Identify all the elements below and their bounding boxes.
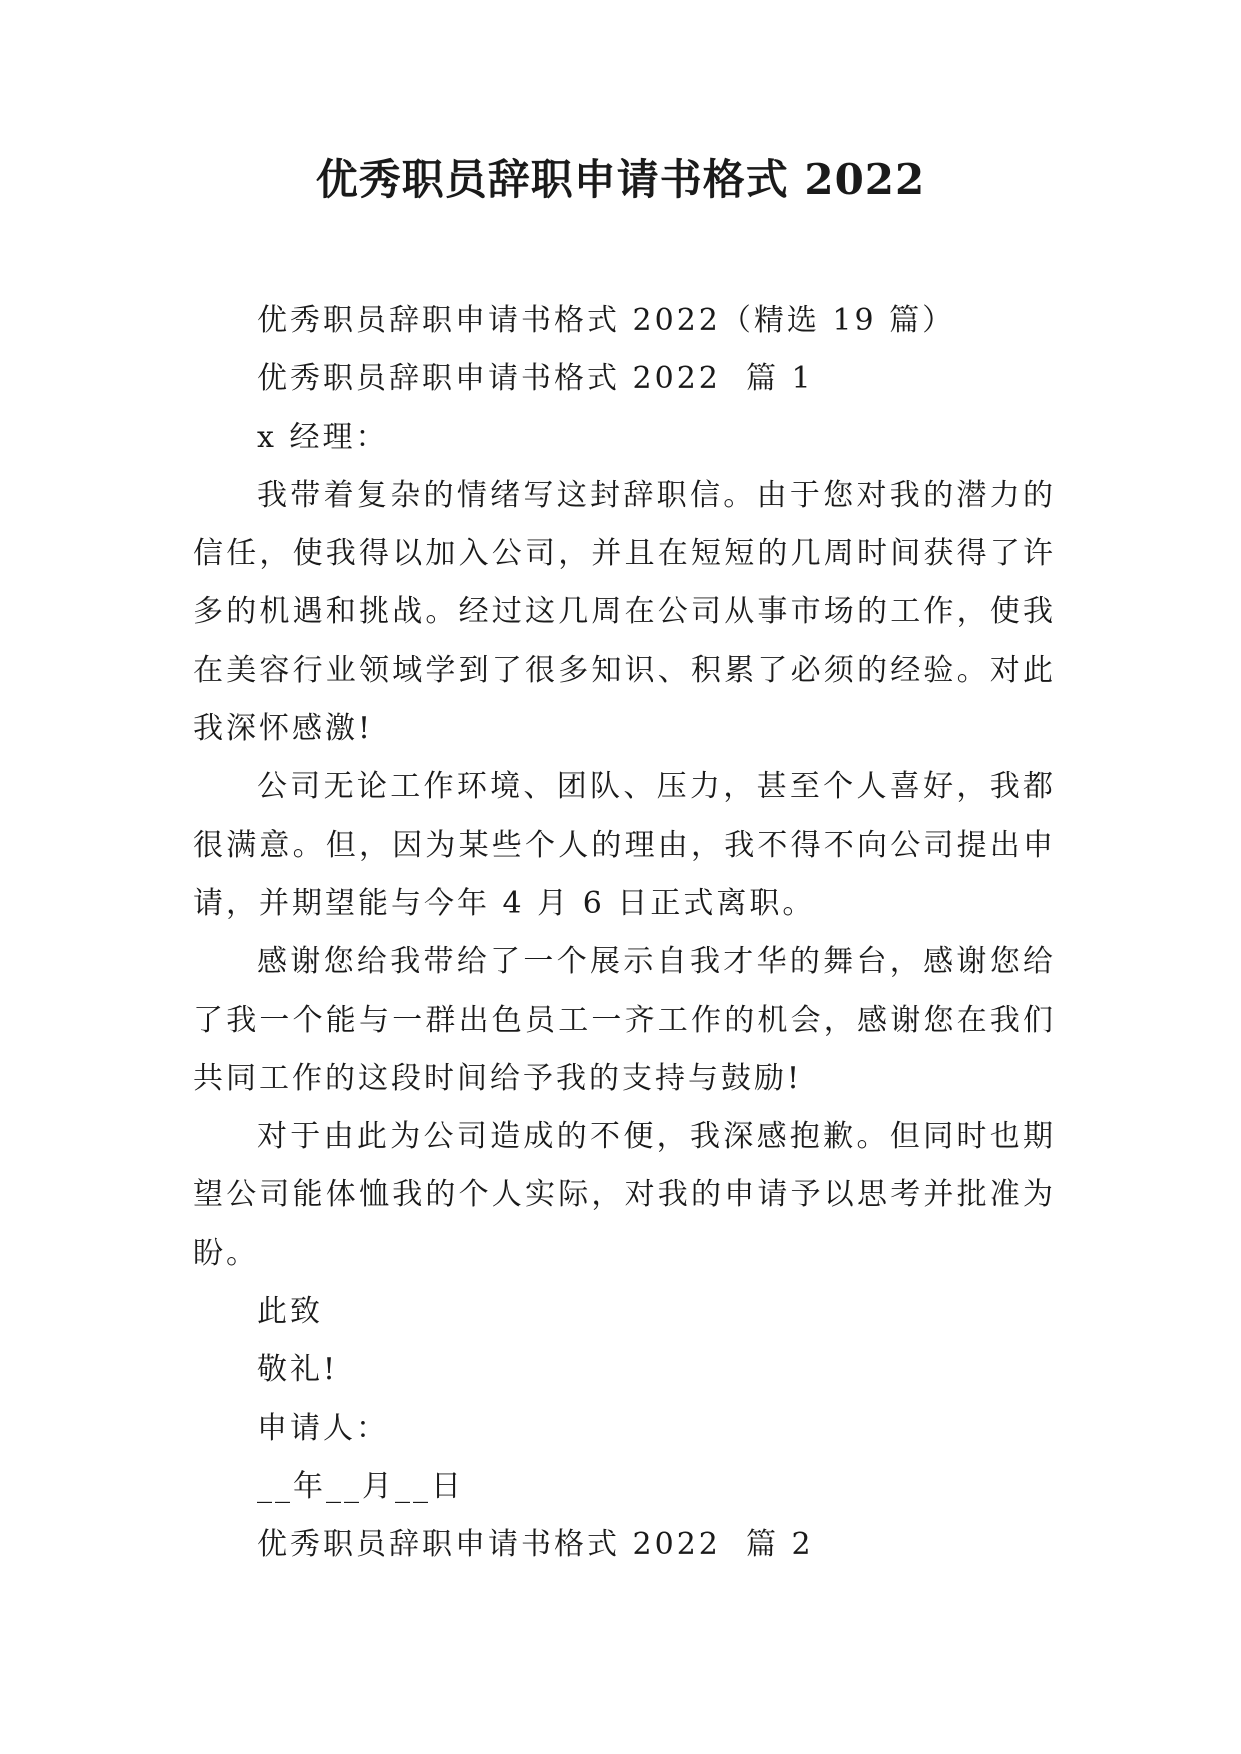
section-heading-2: 优秀职员辞职申请书格式 2022 篇 2 xyxy=(257,1527,814,1563)
document-body xyxy=(193,292,1056,1575)
applicant-label: 申请人： xyxy=(257,1410,389,1446)
paragraph-3-line-1: 感谢您给我带给了一个展示自我才华的舞台，感谢您给 xyxy=(257,944,1056,980)
paragraph-4-line-3: 盼。 xyxy=(193,1235,259,1271)
closing-line-2: 敬礼! xyxy=(257,1352,339,1388)
paragraph-2-line-3: 请，并期望能与今年 4 月 6 日正式离职。 xyxy=(193,885,816,921)
date-line: __年__月__日 xyxy=(257,1468,464,1504)
document-title: 优秀职员辞职申请书格式 2022 xyxy=(315,155,926,204)
paragraph-3-line-2: 了我一个能与一群出色员工一齐工作的机会，感谢您在我们 xyxy=(193,1002,1056,1038)
salutation: x 经理： xyxy=(257,419,389,455)
intro-line: 优秀职员辞职申请书格式 2022（精选 19 篇） xyxy=(257,303,956,338)
paragraph-4-line-1: 对于由此为公司造成的不便，我深感抱歉。但同时也期 xyxy=(257,1119,1056,1155)
paragraph-1-line-5: 我深怀感激! xyxy=(193,711,374,747)
paragraph-1-line-2: 信任，使我得以加入公司，并且在短短的几周时间获得了许 xyxy=(193,536,1056,572)
paragraph-2-line-1: 公司无论工作环境、团队、压力，甚至个人喜好，我都 xyxy=(257,769,1056,805)
closing-line-1: 此致 xyxy=(257,1294,323,1330)
paragraph-3-line-3: 共同工作的这段时间给予我的支持与鼓励! xyxy=(193,1060,803,1096)
paragraph-4-line-2: 望公司能体恤我的个人实际，对我的申请予以思考并批准为 xyxy=(193,1177,1056,1213)
paragraph-1-line-3: 多的机遇和挑战。经过这几周在公司从事市场的工作，使我 xyxy=(193,594,1056,630)
paragraph-1-line-4: 在美容行业领域学到了很多知识、积累了必须的经验。对此 xyxy=(193,652,1056,688)
section-heading-1: 优秀职员辞职申请书格式 2022 篇 1 xyxy=(257,361,814,397)
paragraph-2-line-2: 很满意。但，因为某些个人的理由，我不得不向公司提出申 xyxy=(193,827,1056,863)
paragraph-1-line-1: 我带着复杂的情绪写这封辞职信。由于您对我的潜力的 xyxy=(257,477,1056,513)
